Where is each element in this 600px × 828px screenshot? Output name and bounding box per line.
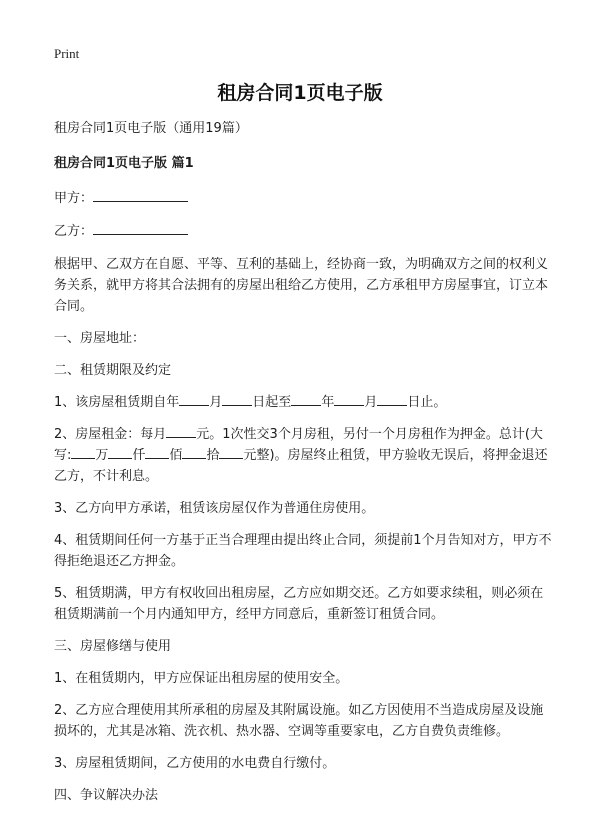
section-4-heading: 四、争议解决办法 [54, 788, 159, 803]
blank-field [182, 445, 206, 459]
section-heading: 租房合同1页电子版 篇1 [54, 156, 194, 171]
party-b-line [54, 221, 554, 242]
blank-field [166, 424, 196, 438]
clause-3-3: 3、房屋租赁期间，乙方使用的水电费自行缴付。 [54, 756, 336, 771]
clause-2-1-text-b: 月 [209, 395, 223, 410]
clause-2-3: 3、乙方向甲方承诺，租赁该房屋仅作为普通住房使用。 [54, 501, 375, 516]
clause-2-1 [54, 392, 554, 413]
blank-field [334, 392, 364, 406]
blank-field [145, 445, 169, 459]
clause-2-4: 4、租赁期间任何一方基于正当合理理由提出终止合同，须提前1个月告知对方，甲方不得拒绝退还乙方押金。 [54, 533, 552, 569]
party-a-line [54, 188, 554, 209]
party-a-blank [93, 188, 188, 202]
document-body [54, 118, 554, 817]
clause-2-2-text-f: 拾 [206, 448, 220, 463]
blank-field [108, 445, 132, 459]
document-title: 租房合同1页电子版 [217, 82, 383, 104]
clause-2-2-text-e: 佰 [169, 448, 183, 463]
blank-field [179, 392, 209, 406]
clause-2-2-text-g: 元整)。房屋终止租赁，甲方验收无误后，将押金退还乙方，不计利息。 [54, 448, 548, 484]
clause-2-5: 5、租赁期满，甲方有权收回出租房屋，乙方应如期交还。乙方如要求续租，则必须在租赁期满前一个月内通知甲方，经甲方同意后，重新签订租赁合同。 [54, 586, 544, 622]
blank-field [219, 445, 243, 459]
clause-2-1-text-d: 年 [321, 395, 335, 410]
blank-field [291, 392, 321, 406]
clause-2-2-text-b: 元。1次性交3个月房租，另付一个月房租作为押金。总计(大写: [54, 427, 543, 463]
clause-2-2 [54, 424, 554, 487]
section-1-heading: 一、房屋地址： [54, 331, 146, 346]
clause-2-2-text-d: 仟 [132, 448, 146, 463]
blank-field [71, 445, 95, 459]
party-b-label: 乙方： [54, 224, 94, 239]
print-label[interactable]: Print [54, 46, 80, 61]
clause-2-1-text-a: 1、该房屋租赁期自年 [54, 395, 180, 410]
clause-2-1-text-e: 月 [364, 395, 378, 410]
clause-2-2-text-a: 2、房屋租金：每月 [54, 427, 167, 442]
clause-2-2-text-c: 万 [95, 448, 109, 463]
blank-field [377, 392, 407, 406]
intro-paragraph: 根据甲、乙双方在自愿、平等、互利的基础上，经协商一致，为明确双方之间的权利义务关系，就甲方将其合法拥有的房屋出租给乙方使用，乙方承租甲方房屋事宜，订立本合同。 [54, 257, 549, 314]
party-b-blank [93, 221, 188, 235]
clause-3-2: 2、乙方应合理使用其所承租的房屋及其附属设施。如乙方因使用不当造成房屋及设施损坏的，尤其是冰箱、洗衣机、热水器、空调等重要家电，乙方自费负责维修。 [54, 703, 544, 739]
clause-3-1: 1、在租赁期内，甲方应保证出租房屋的使用安全。 [54, 671, 349, 686]
section-3-heading: 三、房屋修缮与使用 [54, 639, 172, 654]
section-2-heading: 二、租赁期限及约定 [54, 363, 172, 378]
document-subtitle: 租房合同1页电子版（通用19篇） [54, 121, 248, 136]
clause-2-1-text-c: 日起至 [252, 395, 292, 410]
blank-field [222, 392, 252, 406]
party-a-label: 甲方： [54, 191, 94, 206]
clause-2-1-text-f: 日止。 [407, 395, 447, 410]
